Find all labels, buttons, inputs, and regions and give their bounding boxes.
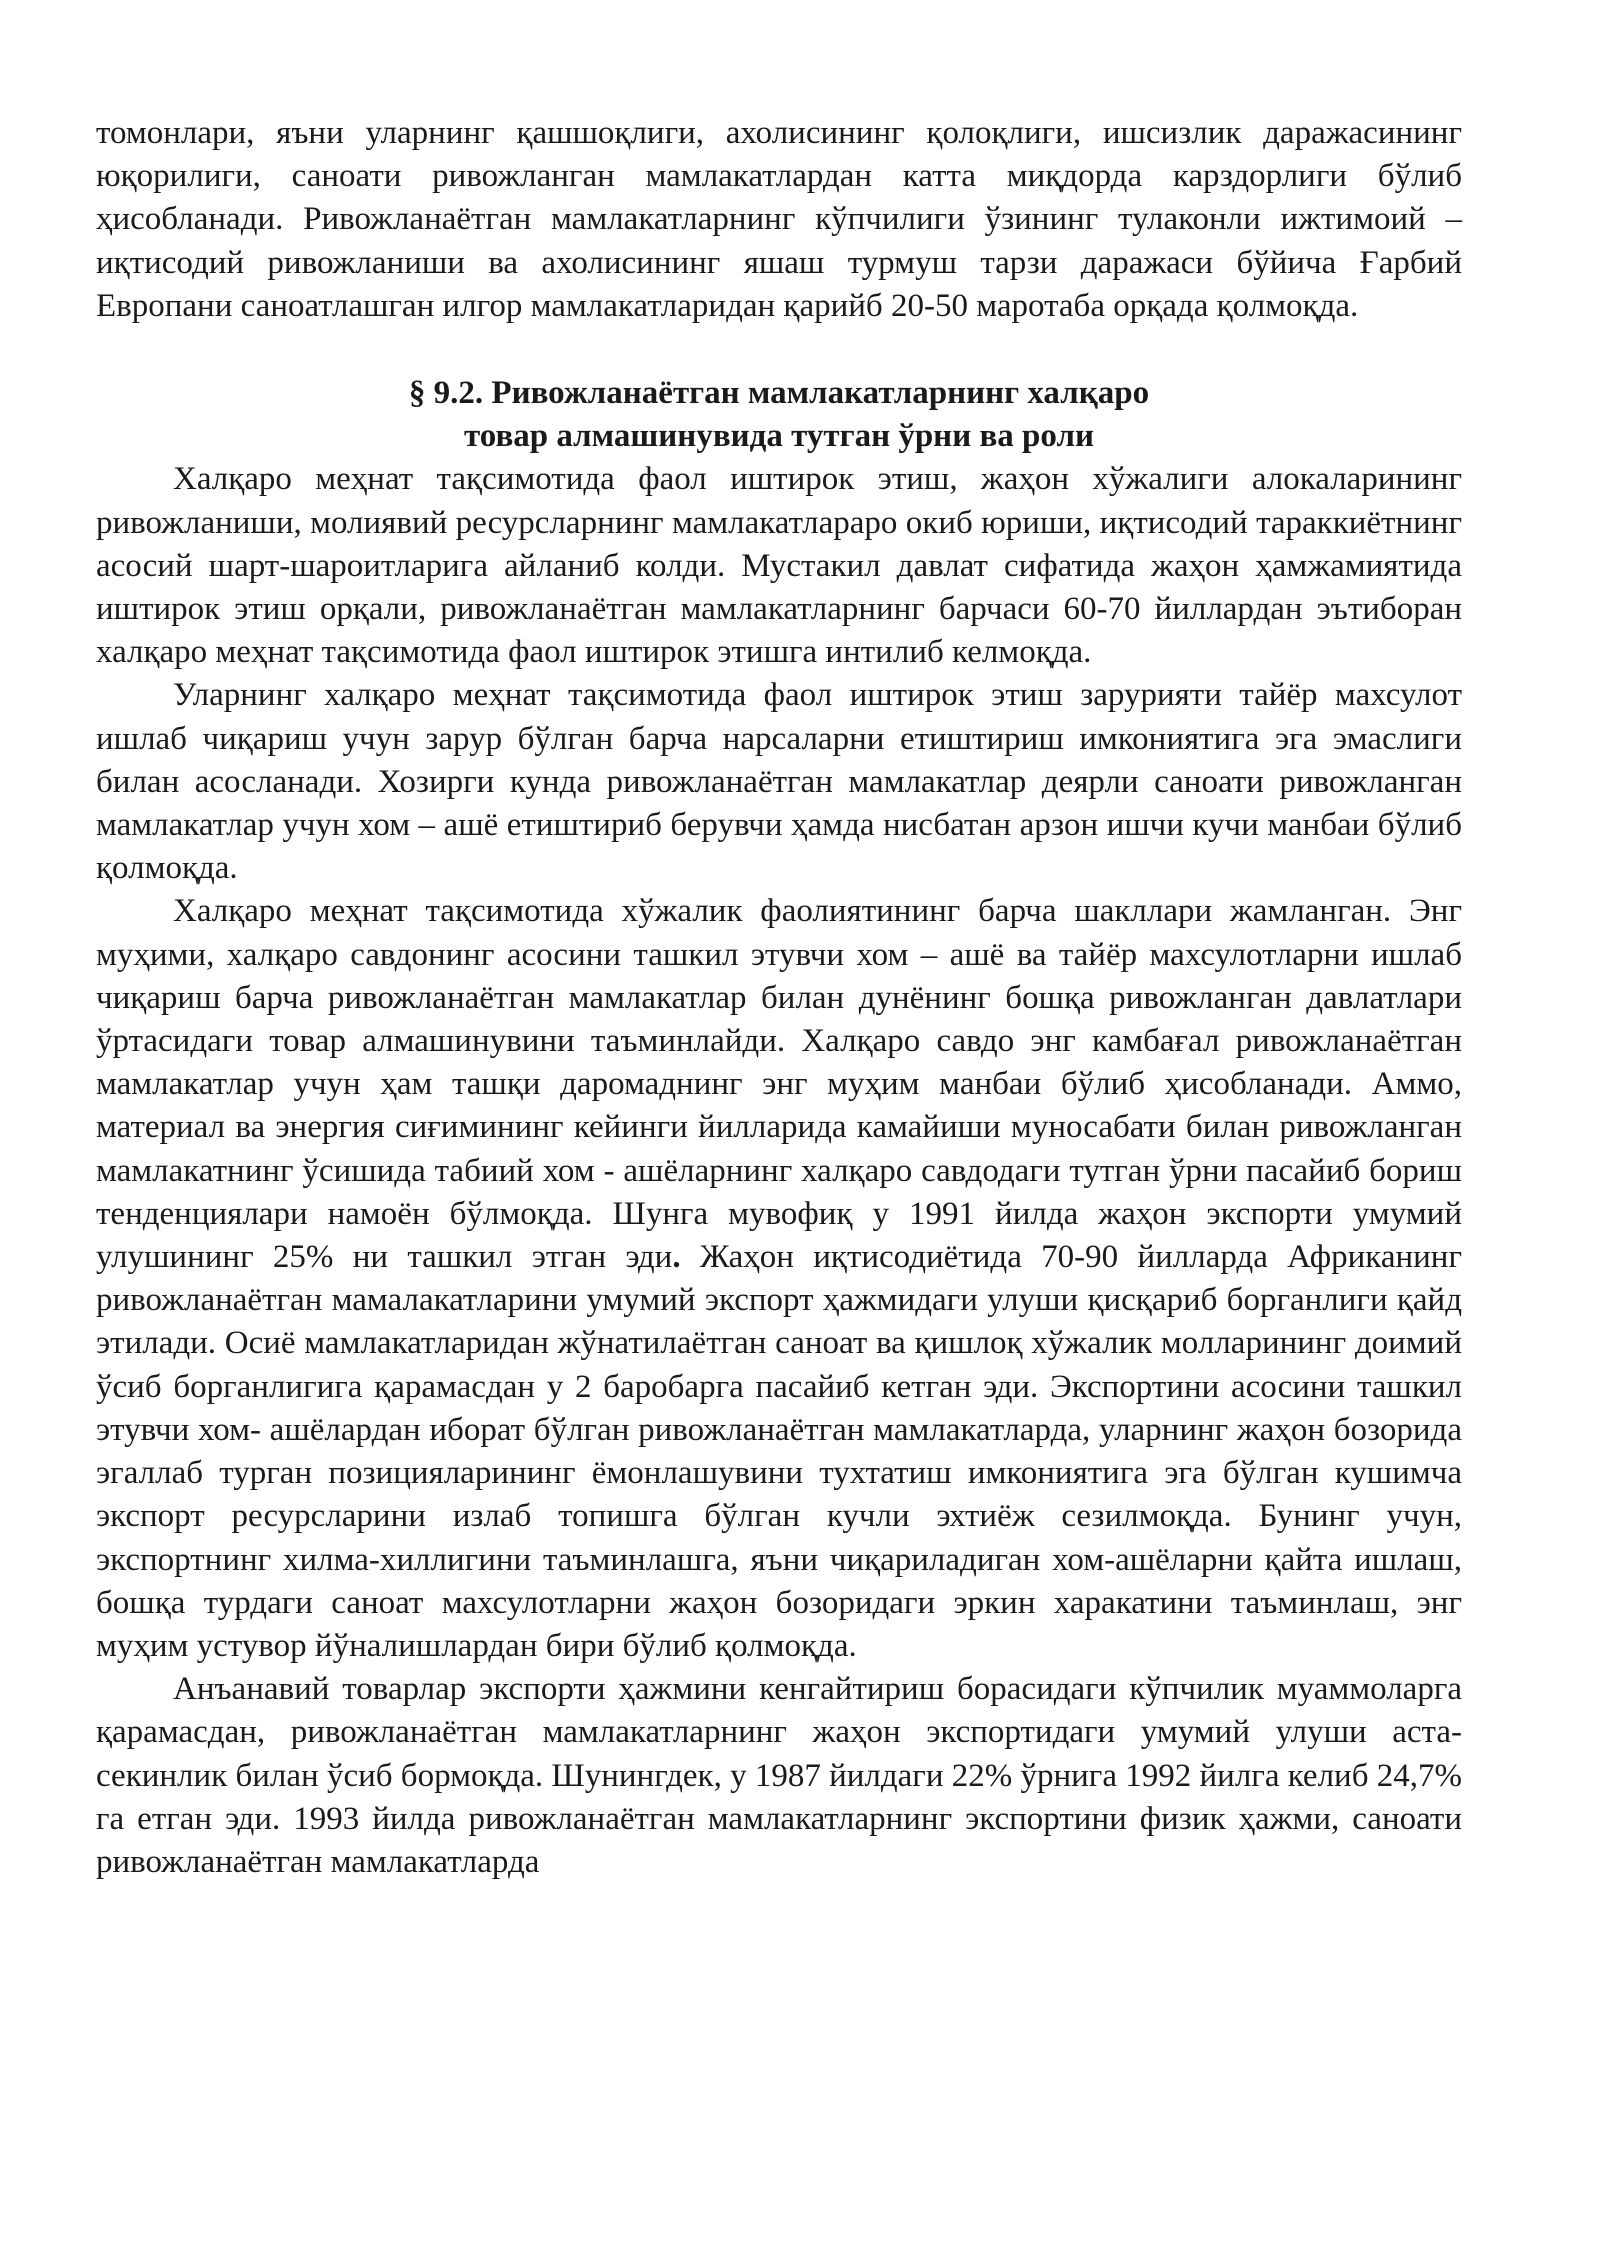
paragraph-2: Уларнинг халқаро меҳнат тақсимотида фаол иштирок этиш зарурияти тайёр махсулот ишлаб чиқариш учун зарур бўлган барча нарсаларни етиштириш имкониятига эга эмаслиги билан асосланади. Хозирги кунда ривожланаётган мамлакатлар деярли саноати ривожланган мамлакатлар учун хом – ашё етиштириб берувчи ҳамда нисбатан арзон ишчи кучи манбаи бўлиб қолмоқда. (96, 677, 1462, 887)
paragraph-3-part-a: Халқаро меҳнат тақсимотида хўжалик фаолиятининг барча шакллари жамланган. Энг муҳими, халқаро савдонинг асосини ташкил этувчи хом – ашё ва тайёр махсулотларни ишлаб чиқариш барча ривожланаётган мамлакатлар билан дунёнинг бошқа ривожланган давлатлари ўртасидаги товар алмашинувини таъминлайди. Халқаро савдо энг камбағал ривожланаётган мамлакатлар учун ҳам ташқи даромаднинг энг муҳим манбаи бўлиб ҳисобланади. Аммо, материал ва энергия сиғимининг кейинги йилларида камайиши муносабати билан ривожланган мамлакатнинг ўсишида табиий хом - ашёларнинг халқаро савдодаги тутган ўрни пасайиб бориш тенденциялари намоён бўлмоқда. Шунга мувофиқ у 1991 йилда жаҳон экспорти умумий улушининг 25% ни ташкил этган эди (96, 893, 1462, 1276)
paragraph-4: Анъанавий товарлар экспорти ҳажмини кенгайтириш борасидаги кўпчилик муаммоларга қарамасдан, ривожланаётган мамлакатларнинг жаҳон экспортидаги умумий улуши аста-секинлик билан ўсиб бормоқда. Шунингдек, у 1987 йилдаги 22% ўрнига 1992 йилга келиб 24,7% га етган эди. 1993 йилда ривожланаётган мамлакатларнинг экспортини физик ҳажми, саноати ривожланаётган мамлакатларда (96, 1671, 1462, 1880)
paragraph-3-bold-dot: . (672, 1239, 681, 1276)
section-heading (96, 372, 1462, 458)
section-heading-line-2: товар алмашинувида тутган ўрни ва роли (464, 418, 1094, 455)
document-page (96, 112, 1462, 1884)
paragraph-3-part-b: Жаҳон иқтисодиётида 70-90 йилларда Африканинг ривожланаётган мамалакатларини умумий экспорт ҳажмидаги улуши қисқариб борганлиги қайд этилади. Осиё мамлакатларидан жўнатилаётган саноат ва қишлоқ хўжалик молларининг доимий ўсиб борганлигига қарамасдан у 2 баробарга пасайиб кетган эди. Экспортини асосини ташкил этувчи хом- ашёлардан иборат бўлган ривожланаётган мамлакатларда, уларнинг жаҳон бозорида эгаллаб турган позицияларининг ёмонлашувини тухтатиш имкониятига эга бўлган кушимча экспорт ресурсларини излаб топишга бўлган кучли эхтиёж сезилмоқда. Бунинг учун, экспортнинг хилма-хиллигини таъминлашга, яъни чиқариладиган хом-ашёларни қайта ишлаш, бошқа турдаги саноат махсулотларни жаҳон бозоридаги эркин харакатини таъминлаш, энг муҳим устувор йўналишлардан бири бўлиб қолмоқда. (96, 1239, 1462, 1664)
paragraph-continuation: томонлари, яъни уларнинг қашшоқлиги, ахолисининг қолоқлиги, ишсизлик даражасининг юқорилиги, саноати ривожланган мамлакатлардан катта миқдорда карздорлиги бўлиб ҳисобланади. Ривожланаётган мамлакатларнинг кўпчилиги ўзининг тулаконли ижтимоий – иқтисодий ривожланиши ва ахолисининг яшаш турмуш тарзи даражаси бўйича Ғарбий Европани саноатлашган илгор мамлакатларидан қарийб 20-50 маротаба орқада қолмоқда. (96, 115, 1462, 324)
paragraph-1: Халқаро меҳнат тақсимотида фаол иштирок этиш, жаҳон хўжалиги алокаларининг ривожланиши, молиявий ресурсларнинг мамлакатлараро окиб юриши, иқтисодий тараккиётнинг асосий шарт-шароитларига айланиб колди. Мустакил давлат сифатида жаҳон ҳамжамиятида иштирок этиш орқали, ривожланаётган мамлакатларнинг барчаси 60-70 йиллардан эътиборан халқаро меҳнат тақсимотида фаол иштирок этишга интилиб келмоқда. (96, 461, 1462, 671)
paragraph-3 (96, 890, 1462, 1668)
section-heading-line-1: § 9.2. Ривожланаётган мамлакатларнинг халқаро (408, 375, 1150, 412)
